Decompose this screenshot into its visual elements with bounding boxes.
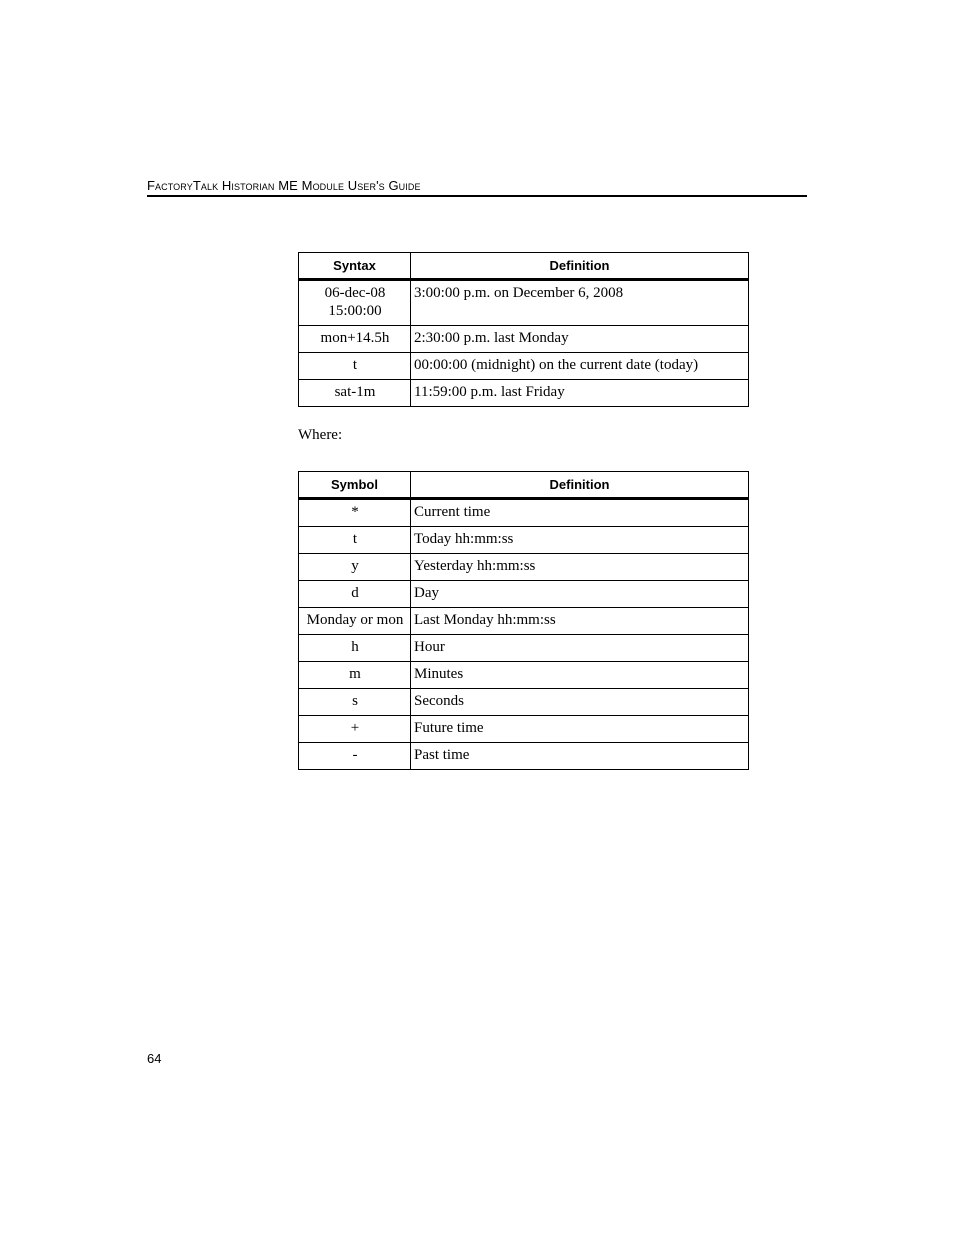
- definition-cell: Today hh:mm:ss: [411, 527, 749, 554]
- symbol-cell: -: [299, 743, 411, 770]
- syntax-cell: sat-1m: [299, 380, 411, 407]
- table-row: [299, 353, 749, 380]
- running-header: FactoryTalk Historian ME Module User's Guide: [147, 178, 807, 197]
- table-row: [299, 743, 749, 770]
- definition-cell: Yesterday hh:mm:ss: [411, 554, 749, 581]
- column-header-definition: Definition: [411, 253, 749, 280]
- syntax-table: [298, 252, 749, 407]
- table-row: [299, 326, 749, 353]
- table-row: [299, 280, 749, 326]
- definition-cell: 3:00:00 p.m. on December 6, 2008: [411, 280, 749, 326]
- definition-cell: 00:00:00 (midnight) on the current date (today): [411, 353, 749, 380]
- syntax-line: 06-dec-08: [324, 285, 386, 301]
- symbol-cell: Monday or mon: [299, 608, 411, 635]
- symbol-table: [298, 471, 749, 770]
- definition-cell: Day: [411, 581, 749, 608]
- definition-cell: Future time: [411, 716, 749, 743]
- table-row: [299, 499, 749, 527]
- definition-cell: Minutes: [411, 662, 749, 689]
- table-row: [299, 716, 749, 743]
- column-header-definition: Definition: [411, 472, 749, 499]
- table-row: [299, 635, 749, 662]
- table-row: [299, 689, 749, 716]
- where-label: Where:: [298, 427, 343, 443]
- symbol-cell: +: [299, 716, 411, 743]
- table-row: [299, 527, 749, 554]
- syntax-line: 15:00:00: [328, 303, 382, 319]
- table-header-row: [299, 472, 749, 499]
- table-header-row: [299, 253, 749, 280]
- table-row: [299, 554, 749, 581]
- symbol-cell: s: [299, 689, 411, 716]
- table-row: [299, 662, 749, 689]
- page-number: 64: [147, 1051, 162, 1066]
- symbol-cell: y: [299, 554, 411, 581]
- syntax-cell: [299, 280, 411, 326]
- symbol-cell: t: [299, 527, 411, 554]
- table-row: [299, 380, 749, 407]
- syntax-cell: t: [299, 353, 411, 380]
- definition-cell: Hour: [411, 635, 749, 662]
- symbol-cell: h: [299, 635, 411, 662]
- syntax-cell: mon+14.5h: [299, 326, 411, 353]
- column-header-syntax: Syntax: [299, 253, 411, 280]
- definition-cell: Last Monday hh:mm:ss: [411, 608, 749, 635]
- table-row: [299, 608, 749, 635]
- symbol-cell: d: [299, 581, 411, 608]
- definition-cell: Past time: [411, 743, 749, 770]
- definition-cell: Current time: [411, 499, 749, 527]
- table-row: [299, 581, 749, 608]
- symbol-cell: *: [299, 499, 411, 527]
- definition-cell: 11:59:00 p.m. last Friday: [411, 380, 749, 407]
- symbol-cell: m: [299, 662, 411, 689]
- definition-cell: 2:30:00 p.m. last Monday: [411, 326, 749, 353]
- column-header-symbol: Symbol: [299, 472, 411, 499]
- definition-cell: Seconds: [411, 689, 749, 716]
